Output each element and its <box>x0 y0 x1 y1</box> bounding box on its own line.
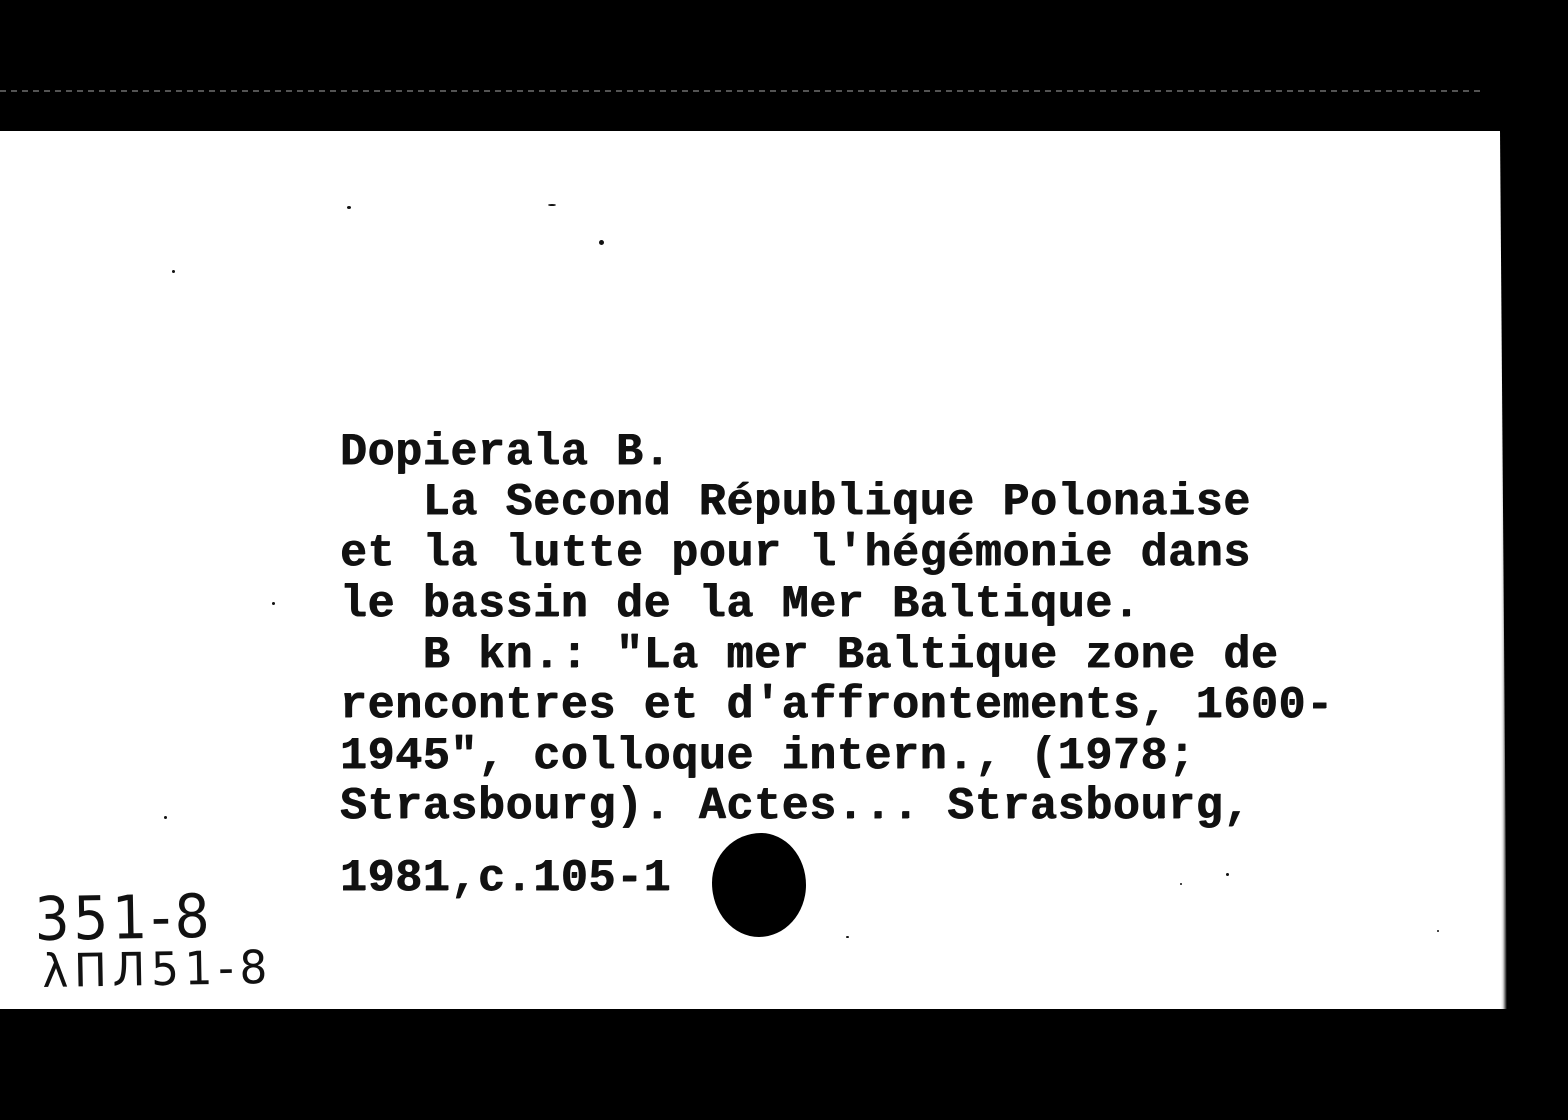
source-line-4: Strasbourg). Actes... Strasbourg, <box>340 781 1251 832</box>
shelf-mark-secondary: λПЛ51-8 <box>41 939 274 998</box>
speck <box>846 936 849 938</box>
speck <box>164 816 167 819</box>
source-line-1: B kn.: "La mer Baltique zone de <box>340 630 1279 681</box>
author-line: Dopierala B. <box>340 427 672 478</box>
speck <box>1437 930 1439 932</box>
speck <box>172 270 175 273</box>
title-line-2: et la lutte pour l'hégémonie dans <box>340 528 1251 579</box>
title-line-1: La Second République Polonaise <box>340 477 1251 528</box>
card-edge <box>1497 131 1507 1009</box>
ink-blot <box>712 833 806 937</box>
pages-line: 1981,c.105-1 <box>340 853 672 904</box>
title-line-3: le bassin de la Mer Baltique. <box>340 579 1141 630</box>
scan-artifact-line <box>0 90 1480 92</box>
shelf-mark-primary: 351-8 <box>33 881 214 955</box>
speck <box>599 240 604 245</box>
speck <box>272 602 275 605</box>
speck <box>347 206 351 209</box>
speck <box>1180 883 1182 885</box>
speck <box>1226 873 1229 876</box>
source-line-2: rencontres et d'affrontements, 1600- <box>340 680 1334 731</box>
source-line-3: 1945", colloque intern., (1978; <box>340 731 1196 782</box>
speck <box>548 204 556 206</box>
